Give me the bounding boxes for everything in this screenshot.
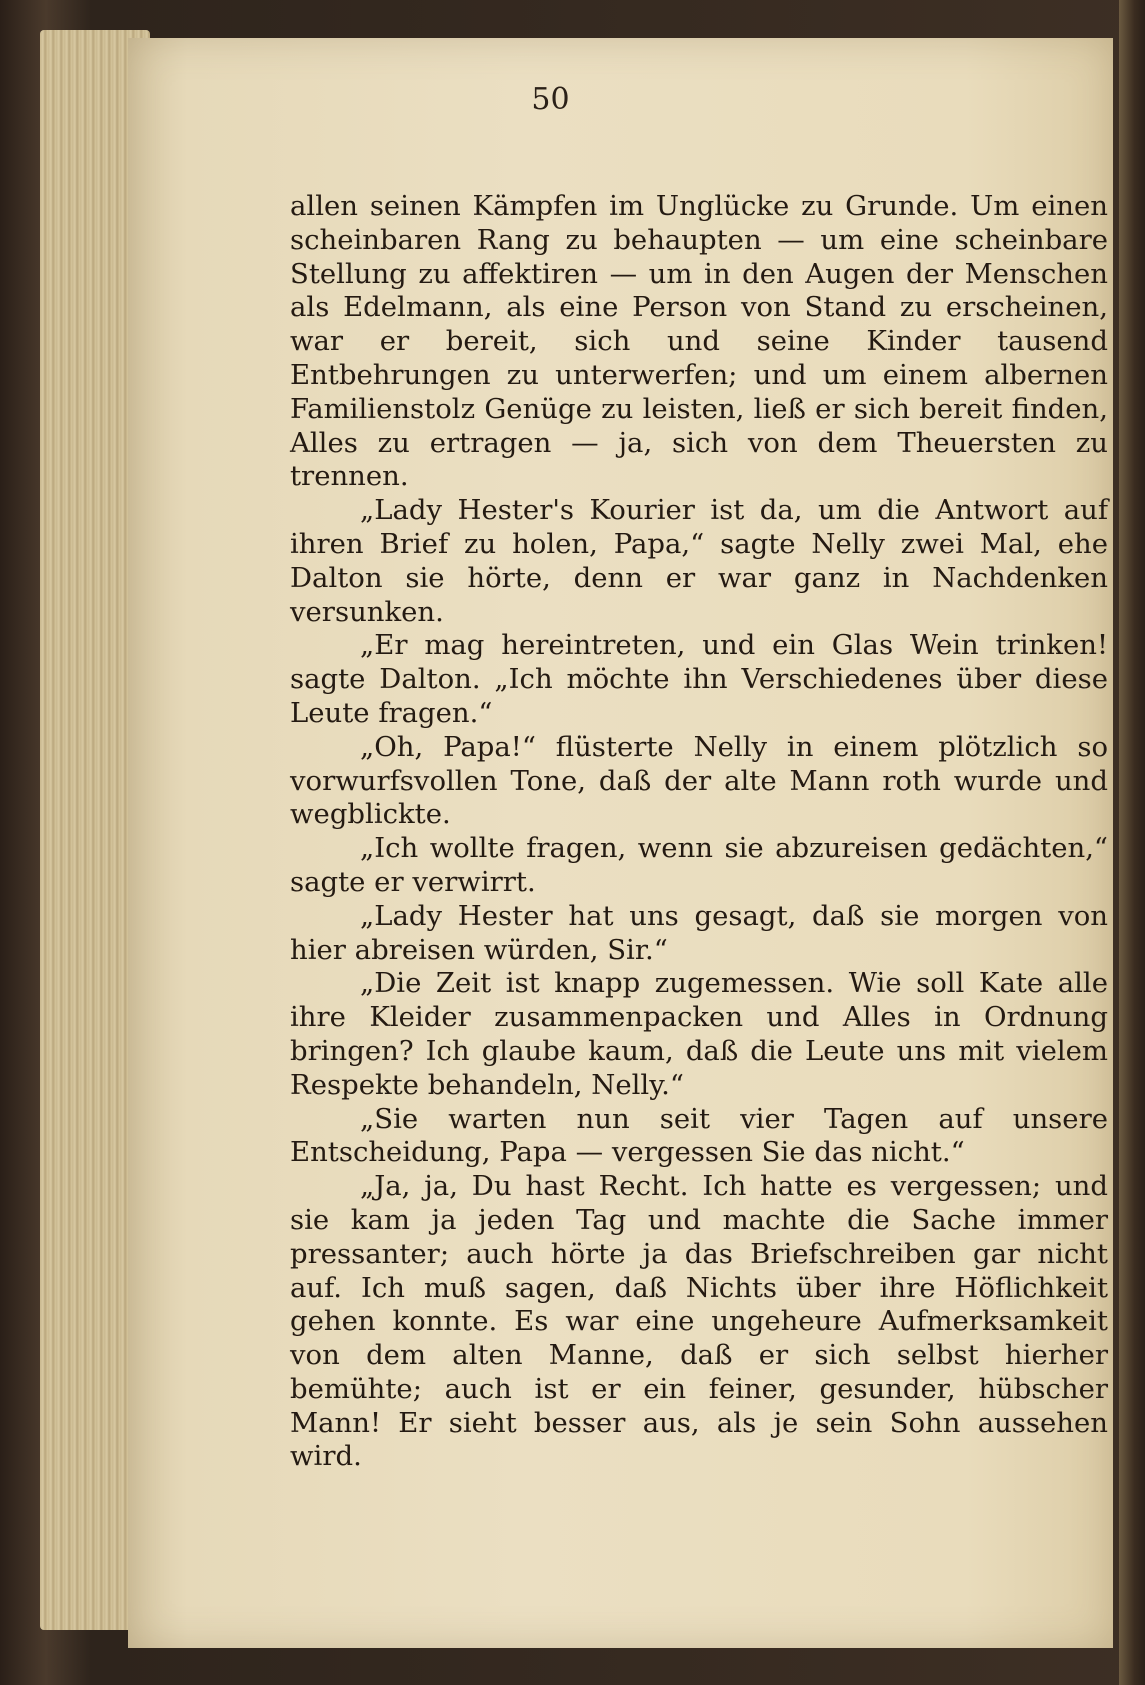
body-text [290, 190, 1108, 1474]
paragraph: „Oh, Papa!“ flüsterte Nelly in einem plötzlich so vorwurfsvollen Tone, daß der alte Mann roth wurde und wegblickte. [290, 730, 1108, 831]
paragraph: „Die Zeit ist knapp zugemessen. Wie soll Kate alle ihre Kleider zusammenpacken und Alles in Ordnung bringen? Ich glaube kaum, daß die Leute uns mit vielem Respekte behandeln, Nelly.“ [290, 967, 1108, 1101]
paragraph: „Lady Hester's Kourier ist da, um die Antwort auf ihren Brief zu holen, Papa,“ sagte Nelly zwei Mal, ehe Dalton sie hörte, denn er war ganz in Nachdenken versunken. [290, 494, 1108, 628]
book-spine-edge [1119, 0, 1145, 1685]
page-number: 50 [531, 82, 570, 117]
paragraph: „Lady Hester hat uns gesagt, daß sie morgen von hier abreisen würden, Sir.“ [290, 899, 1108, 966]
paragraph: „Er mag hereintreten, und ein Glas Wein trinken! sagte Dalton. „Ich möchte ihn Verschiedenes über diese Leute fragen.“ [290, 629, 1108, 729]
paragraph: „Sie warten nun seit vier Tagen auf unsere Entscheidung, Papa — vergessen Sie das nicht.“ [290, 1102, 1108, 1169]
paragraph: allen seinen Kämpfen im Unglücke zu Grunde. Um einen scheinbaren Rang zu behaupten — um eine scheinbare Stellung zu affektiren — um in den Augen der Menschen als Edelmann, als eine Person von Stand zu erscheinen, war er bereit, sich und seine Kinder tausend Entbehrungen zu unterwerfen; und um einem albernen Familienstolz Genüge zu leisten, ließ er sich bereit finden, Alles zu ertragen — ja, sich von dem Theuersten zu trennen. [290, 190, 1108, 493]
paragraph: „Ja, ja, Du hast Recht. Ich hatte es vergessen; und sie kam ja jeden Tag und machte die Sache immer pressanter; auch hörte ja das Briefschreiben gar nicht auf. Ich muß sagen, daß Nichts über ihre Höflichkeit gehen konnte. Es war eine ungeheure Aufmerksamkeit von dem alten Manne, daß er sich selbst hierher bemühte; auch ist er ein feiner, gesunder, hübscher Mann! Er sieht besser aus, als je sein Sohn aussehen wird. [290, 1170, 1108, 1473]
paragraph: „Ich wollte fragen, wenn sie abzureisen gedächten,“ sagte er verwirrt. [290, 832, 1108, 898]
